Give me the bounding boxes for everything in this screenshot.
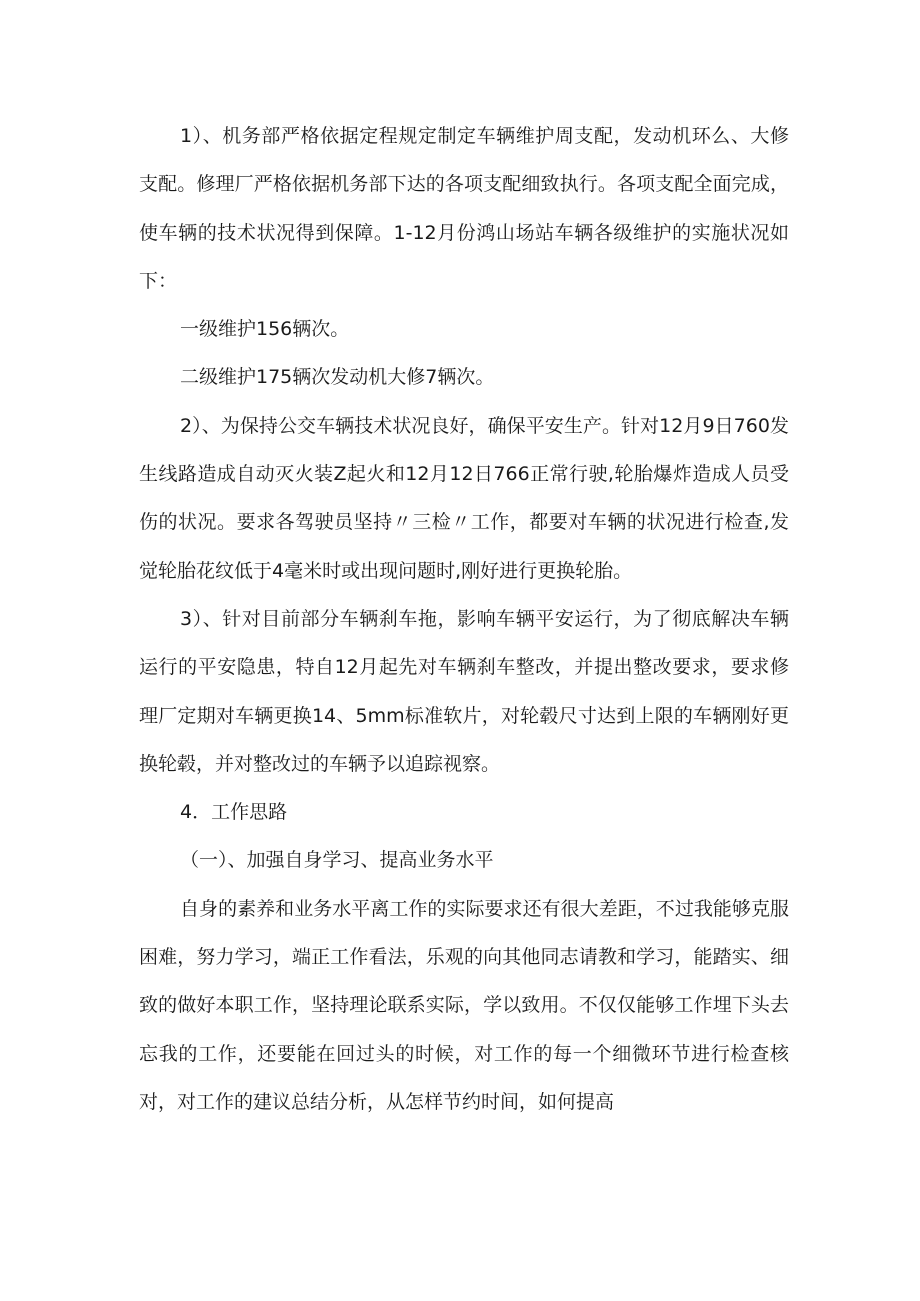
paragraph-brake-rectification: 3）、针对目前部分车辆刹车拖，影响车辆平安运行，为了彻底解决车辆运行的平安隐患，特自12月起先对车辆刹车整改，并提出整改要求，要求修理厂定期对车辆更换14、5mm标准软片，对轮毂尺寸达到上限的车辆刚好更换轮毂，并对整改过的车辆予以追踪视察。 bbox=[139, 607, 789, 775]
paragraph-tire-inspection: 2）、为保持公交车辆技术状况良好，确保平安生产。针对12月9日760发生线路造成自动灭火装Z起火和12月12日766正常行驶,轮胎爆炸造成人员受伤的状况。要求各驾驶员坚持〃三检〃工作，都要对车辆的状况进行检查,发觉轮胎花纹低于4毫米时或出现问题时,刚好进行更换轮胎。 bbox=[139, 414, 789, 582]
subsection-heading-self-study: （一）、加强自身学习、提高业务水平 bbox=[180, 849, 494, 872]
paragraph-self-improvement: 自身的素养和业务水平离工作的实际要求还有很大差距，不过我能够克服困难，努力学习，端正工作看法，乐观的向其他同志请教和学习，能踏实、细致的做好本职工作，坚持理论联系实际，学以致用。不仅仅能够工作埋下头去忘我的工作，还要能在回过头的时候，对工作的每一个细微环节进行检查核对，对工作的建议总结分析，从怎样节约时间，如何提高 bbox=[139, 897, 789, 1113]
paragraph-maintenance-plan: 1）、机务部严格依据定程规定制定车辆维护周支配，发动机环么、大修支配。修理厂严格依据机务部下达的各项支配细致执行。各项支配全面完成，使车辆的技术状况得到保障。1-12月份鸿山场站车辆各级维护的实施状况如下： bbox=[139, 125, 789, 292]
document-body bbox=[139, 112, 789, 1126]
section-heading-work-ideas: 4．工作思路 bbox=[180, 801, 288, 824]
paragraph-level-two-maintenance: 二级维护175辆次发动机大修7辆次。 bbox=[180, 366, 495, 389]
paragraph-level-one-maintenance: 一级维护156辆次。 bbox=[180, 318, 350, 341]
